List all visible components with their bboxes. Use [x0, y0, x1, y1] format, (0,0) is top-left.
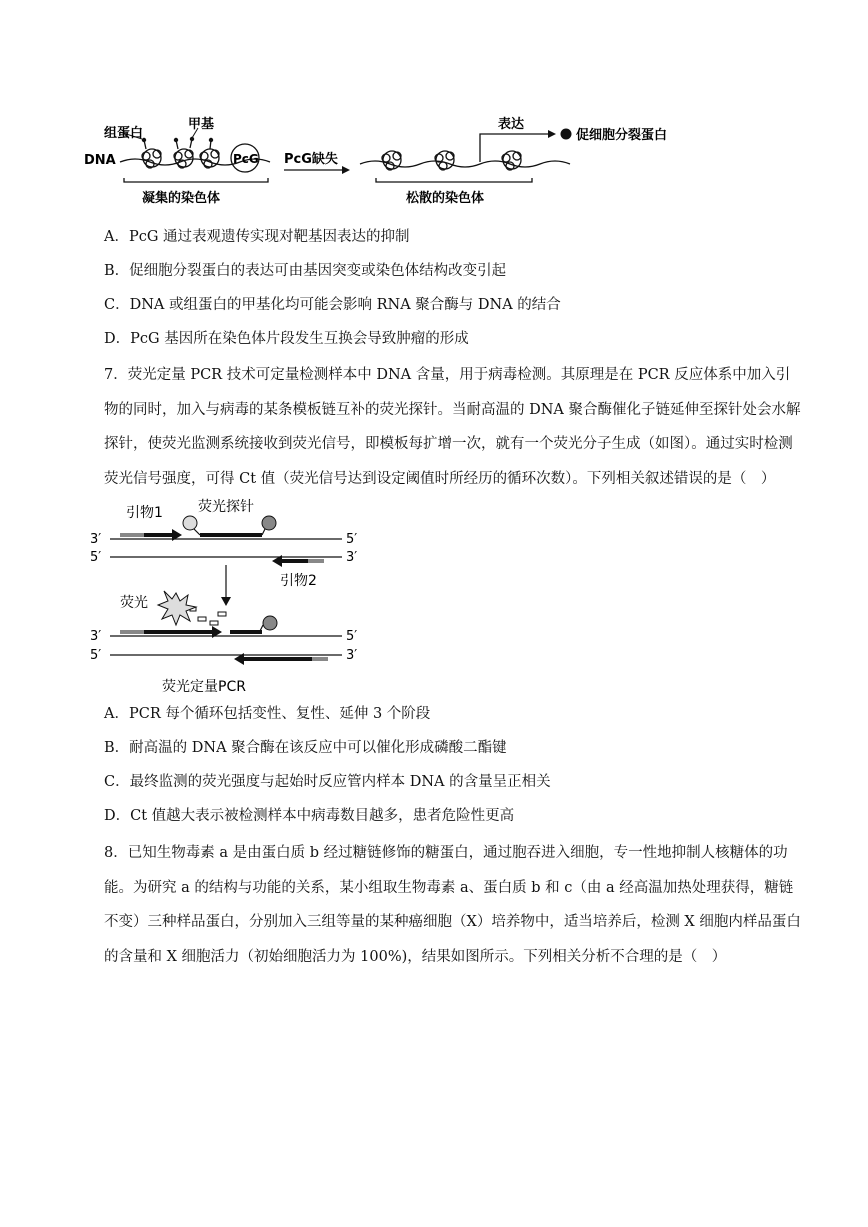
svg-text:3′: 3′ [346, 648, 358, 663]
q7-option-b: B．耐高温的 DNA 聚合酶在该反应中可以催化形成磷酸二酯键 [104, 740, 507, 756]
q6-option-b: B．促细胞分裂蛋白的表达可由基因突变或染色体结构改变引起 [104, 263, 507, 279]
svg-text:3′: 3′ [90, 629, 102, 644]
label-histone: 组蛋白 [104, 126, 144, 141]
label-pcg-loss: PcG缺失 [284, 152, 338, 167]
nucleosome-4 [382, 151, 401, 170]
bracket-right [376, 178, 532, 182]
nucleosome-6 [502, 151, 521, 170]
label-express: 表达 [498, 117, 525, 132]
svg-text:3′: 3′ [90, 532, 102, 547]
qpcr-diagram [80, 495, 370, 700]
q7-option-a: A．PCR 每个循环包括变性、复性、延伸 3 个阶段 [104, 706, 431, 722]
bracket-left [124, 178, 268, 182]
nucleosome-3 [200, 149, 219, 168]
protein-dot [561, 129, 572, 140]
q7-option-d: D．Ct 值越大表示被检测样本中病毒数目越多，患者危险性更高 [104, 808, 515, 824]
label-pcg: PcG [233, 152, 259, 166]
label-condensed: 凝集的染色体 [142, 191, 221, 206]
label-primer2: 引物2 [280, 573, 317, 589]
svg-text:3′: 3′ [346, 550, 358, 565]
q8-stem: 8．已知生物毒素 a 是由蛋白质 b 经过糖链修饰的糖蛋白，通过胞吞进入细胞，专一性地抑制人核糖体的功能。为研究 a 的结构与功能的关系，某小组取生物毒素 a、蛋白质 b 和 c（由 a 经高温加热处理获得，糖链不变）三种样品蛋白，分别加入三组等量的某种癌细胞（X）培养物中，适当培养后，检测 X 细胞内样品蛋白的含量和 X 细胞活力（初始细胞活力为 100%)，结果如图所示。下列相关分析不合理的是（ ） [104, 845, 801, 965]
svg-text:5′: 5′ [346, 532, 358, 547]
q6-option-a: A．PcG 通过表观遗传实现对靶基因表达的抑制 [104, 229, 410, 245]
label-protein: 促细胞分裂蛋白 [576, 128, 668, 143]
chromatin-diagram [80, 112, 700, 212]
q6-option-d: D．PcG 基因所在染色体片段发生互换会导致肿瘤的形成 [104, 331, 469, 347]
label-dna: DNA [84, 153, 116, 168]
label-methyl: 甲基 [188, 117, 215, 132]
svg-text:5′: 5′ [90, 648, 102, 663]
label-caption: 荧光定量PCR [162, 679, 246, 695]
label-primer1: 引物1 [126, 505, 163, 521]
label-fluor: 荧光 [120, 595, 148, 611]
svg-text:5′: 5′ [90, 550, 102, 565]
q6-option-c: C．DNA 或组蛋白的甲基化均可能会影响 RNA 聚合酶与 DNA 的结合 [104, 297, 561, 313]
q7-stem: 7．荧光定量 PCR 技术可定量检测样本中 DNA 含量，用于病毒检测。其原理是在 PCR 反应体系中加入引物的同时，加入与病毒的某条模板链互补的荧光探针。当耐高温的 DNA 聚合酶催化子链延伸至探针处会水解探针，使荧光监测系统接收到荧光信号，即模板每扩增一次，就有一个荧光分子生成（如图）。通过实时检测荧光信号强度，可得 Ct 值（荧光信号达到设定阈值时所经历的循环次数）。下列相关叙述错误的是（ ） [104, 367, 801, 487]
svg-text:5′: 5′ [346, 629, 358, 644]
label-loose: 松散的染色体 [406, 191, 485, 206]
nucleosome-1 [142, 149, 161, 168]
q7-option-c: C．最终监测的荧光强度与起始时反应管内样本 DNA 的含量呈正相关 [104, 774, 551, 790]
label-probe: 荧光探针 [198, 499, 254, 515]
fluorescence-burst [158, 591, 196, 625]
nucleosome-2 [174, 149, 193, 168]
